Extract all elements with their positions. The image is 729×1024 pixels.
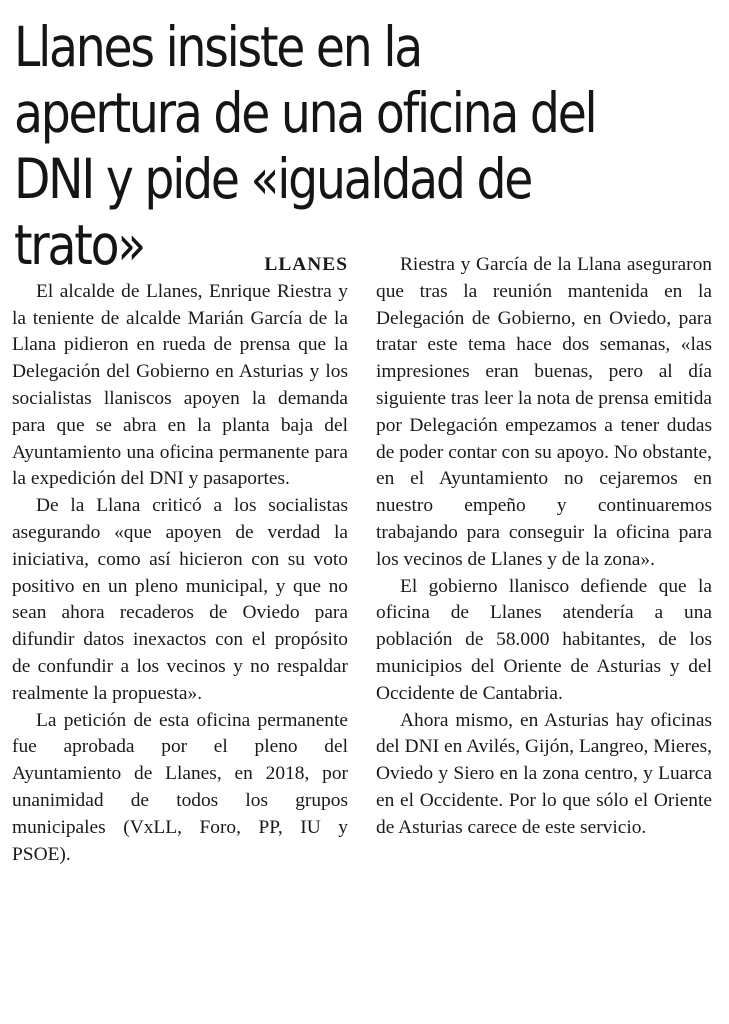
paragraph: El gobierno llanisco defiende que la oficina de Llanes atendería a una población de 58.000 habitantes, de los municipios del Oriente de Asturias y del Occidente de Cantabria. <box>376 575 712 704</box>
article-column-left <box>12 252 348 868</box>
headline: Llanes insiste en la apertura de una oficina del DNI y pide «igualdad de trato» <box>14 15 596 277</box>
article-column-right <box>376 252 712 842</box>
paragraph: Riestra y García de la Llana aseguraron que tras la reunión mantenida en la Delegación de Gobierno, en Oviedo, para tratar este tema hace dos semanas, «las impresiones eran buenas, pero al día siguiente tras leer la nota de prensa emitida por Delegación empezamos a tener dudas de poder contar con su apoyo. No obstante, en el Ayuntamiento no cejaremos en nuestro empeño y continuaremos trabajando para conseguir la oficina para los vecinos de Llanes y de la zona». <box>376 254 712 570</box>
paragraph: El alcalde de Llanes, Enrique Riestra y la teniente de alcalde Marián García de la Llana pidieron en rueda de prensa que la Delegación del Gobierno en Asturias y los socialistas llaniscos apoyen la demanda para que se abra en la planta baja del Ayuntamiento una oficina permanente para la expedición del DNI y pasaportes. <box>12 280 348 490</box>
paragraph: Ahora mismo, en Asturias hay oficinas del DNI en Avilés, Gijón, Langreo, Mieres, Oviedo y Siero en la zona centro, y Luarca en el Occidente. Por lo que sólo el Oriente de Asturias carece de este servicio. <box>376 709 712 838</box>
column-gutter <box>363 252 364 1012</box>
byline: LLANES <box>264 254 348 275</box>
paragraph: La petición de esta oficina permanente fue aprobada por el pleno del Ayuntamiento de Llanes, en 2018, por unanimidad de todos los grupos municipales (VxLL, Foro, PP, IU y PSOE). <box>12 709 348 865</box>
paragraph: De la Llana criticó a los socialistas asegurando «que apoyen de verdad la iniciativa, como así hicieron con su voto positivo en un pleno municipal, y que no sean ahora recaderos de Oviedo para difundir datos inexactos con el propósito de confundir a los vecinos y no respaldar realmente la propuesta». <box>12 495 348 704</box>
